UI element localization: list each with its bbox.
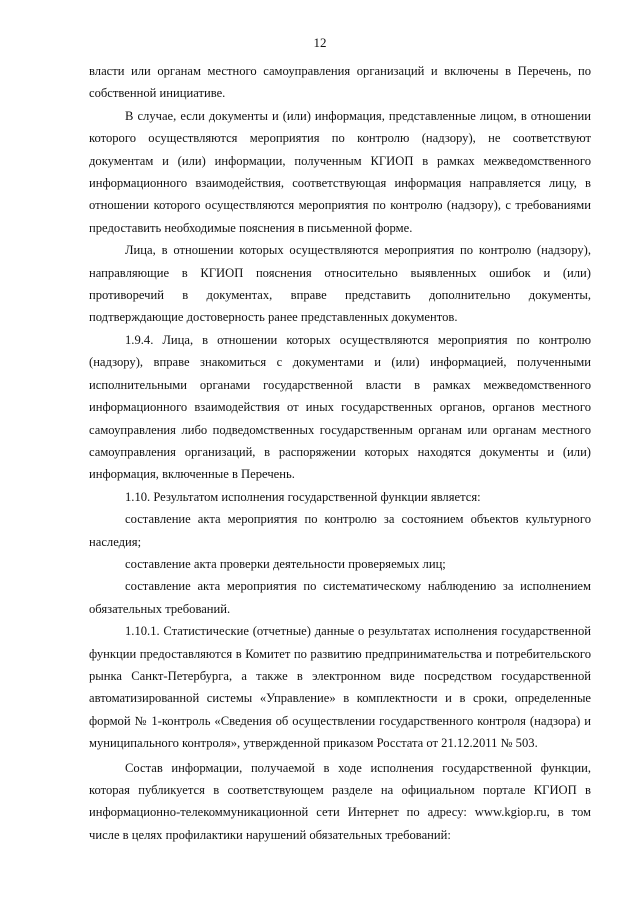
result-item-heritage-control-act: составление акта мероприятия по контролю за состоянием объектов культурного наследия; [89, 512, 591, 549]
paragraph-mismatch-explanations: В случае, если документы и (или) информация, представленные лицом, в отношении которого осуществляются мероприятия по контролю (надзору), не соответствуют документам и (или) информации, полученным КГИОП в рамках межведомственного информационного взаимодействия, соответствующая информация направляется лицу, в отношении которого осуществляются мероприятия по контролю (надзору), с требованиями предоставить необходимые пояснения в письменной форме. [89, 108, 591, 235]
paragraph-additional-documents: Лица, в отношении которых осуществляются мероприятия по контролю (надзору), направляющие в КГИОП пояснения относительно выявленных ошибок и (или) противоречий в документах, вправе представить дополнительно документы, подтверждающие достоверность ранее представленных документов. [89, 243, 591, 325]
paragraph-continuation: власти или органам местного самоуправления организаций и включены в Перечень, по собственной инициативе. [89, 64, 591, 101]
paragraph-published-information: Состав информации, получаемой в ходе исполнения государственной функции, которая публикуется в соответствующем разделе на официальном портале КГИОП в информационно-телекоммуникационной сети Интернет по адресу: www.kgiop.ru, в том числе в целях профилактики нарушений обязательных требований: [89, 760, 591, 842]
paragraph-1-10: 1.10. Результатом исполнения государственной функции является: [125, 489, 481, 504]
document-body [89, 60, 591, 846]
page-number: 12 [313, 35, 327, 50]
paragraph-1-10-1: 1.10.1. Статистические (отчетные) данные о результатах исполнения государственной функции предоставляются в Комитет по развитию предпринимательства и потребительского рынка Санкт-Петербурга, а также в электронном виде посредством государственной автоматизированной системы «Управление» в комплектности и в сроки, определенные формой № 1-контроль «Сведения об осуществлении государственного контроля (надзора) и муниципального контроля», утвержденной приказом Росстата от 21.12.2011 № 503. [89, 624, 591, 751]
paragraph-1-9-4: 1.9.4. Лица, в отношении которых осуществляются мероприятия по контролю (надзору), вправе знакомиться с документами и (или) информацией, полученными исполнительными органами государственной власти в рамках межведомственного информационного взаимодействия от иных государственных органов, органов местного самоуправления либо подведомственных государственным органам или органам местного самоуправления организаций, в распоряжении которых находятся документы и (или) информация, включенные в Перечень. [89, 332, 591, 482]
result-item-observation-act: составление акта мероприятия по систематическому наблюдению за исполнением обязательных требований. [89, 579, 591, 616]
result-item-inspection-act: составление акта проверки деятельности проверяемых лиц; [125, 556, 446, 571]
